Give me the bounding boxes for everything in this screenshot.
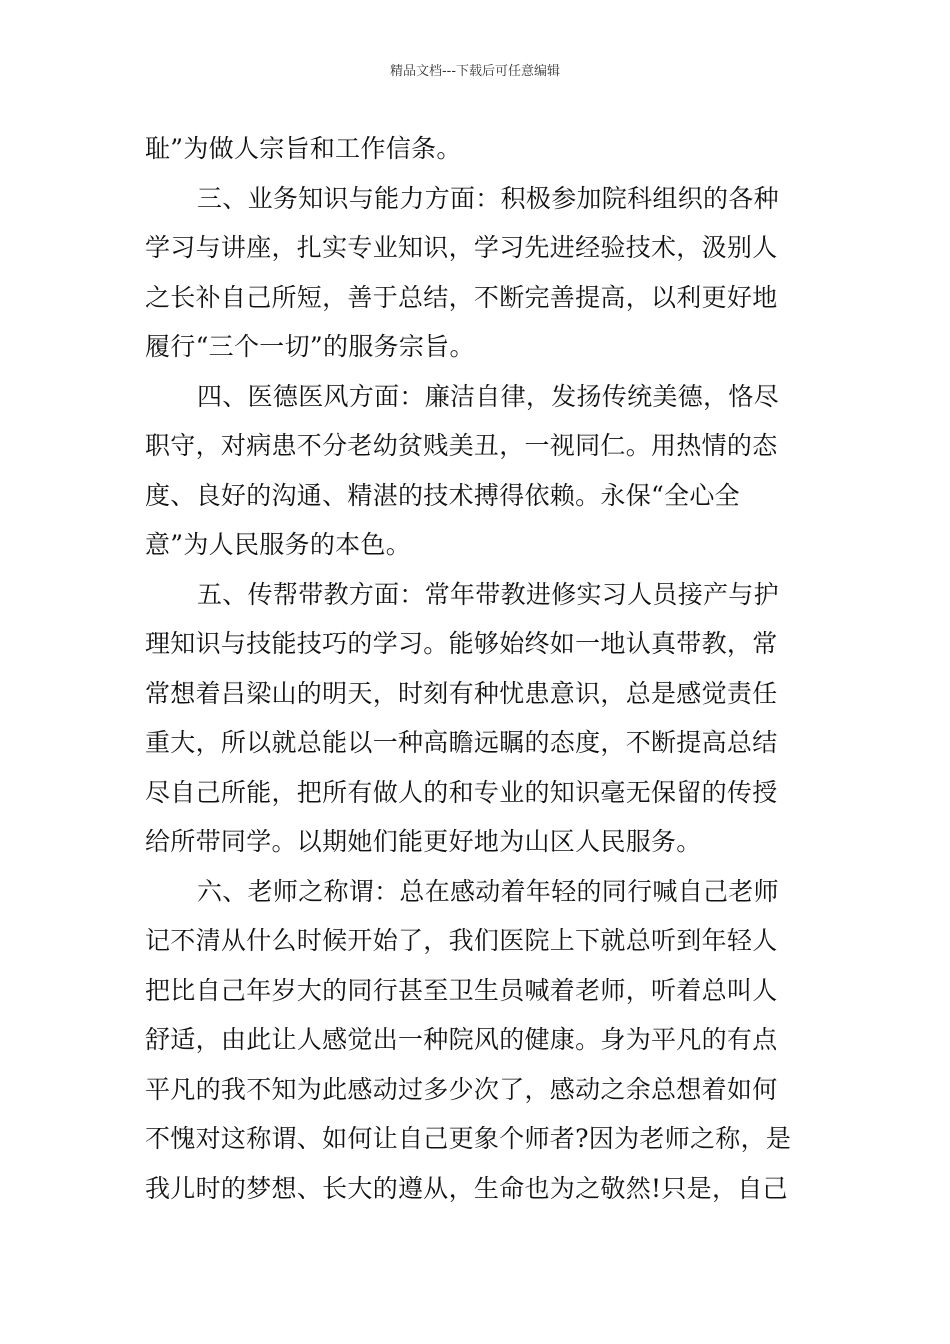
text-line: 度、良好的沟通、精湛的技术搏得依赖。永保“全心全 [145, 480, 740, 510]
text-line: 常想着吕梁山的明天，时刻有种忧患意识，总是感觉责任 [145, 678, 778, 708]
text-line: 把比自己年岁大的同行甚至卫生员喊着老师，听着总叫人 [145, 975, 778, 1005]
text-line: 尽自己所能，把所有做人的和专业的知识毫无保留的传授 [145, 777, 778, 807]
text-line: 五、传帮带教方面：常年带教进修实习人员接产与护 [197, 579, 779, 609]
text-line: 履行“三个一切”的服务宗旨。 [145, 332, 475, 361]
text-line: 我儿时的梦想、长大的遵从，生命也为之敬然!只是，自己 [145, 1173, 788, 1203]
text-line: 舒适，由此让人感觉出一种院风的健康。身为平凡的有点 [145, 1025, 778, 1054]
text-line: 不愧对这称谓、如何让自己更象个师者?因为老师之称，是 [145, 1124, 792, 1153]
text-line: 三、业务知识与能力方面：积极参加院科组织的各种 [197, 183, 779, 213]
text-line: 四、医德医风方面：廉洁自律，发扬传统美德，恪尽 [197, 381, 779, 411]
page-header: 精品文档---下载后可任意编辑 [389, 64, 561, 79]
text-line: 之长补自己所短，善于总结，不断完善提高，以利更好地 [145, 282, 778, 312]
text-line: 重大，所以就总能以一种高瞻远瞩的态度，不断提高总结 [145, 728, 778, 757]
text-line: 理知识与技能技巧的学习。能够始终如一地认真带教，常 [145, 629, 778, 658]
text-line: 六、老师之称谓：总在感动着年轻的同行喊自己老师 [197, 876, 779, 906]
text-line: 耻”为做人宗旨和工作信条。 [145, 134, 462, 163]
text-line: 职守，对病患不分老幼贫贱美丑，一视同仁。用热情的态 [145, 431, 778, 460]
text-line: 平凡的我不知为此感动过多少次了，感动之余总想着如何 [145, 1074, 778, 1104]
text-line: 意”为人民服务的本色。 [145, 530, 412, 559]
text-line: 学习与讲座，扎实专业知识，学习先进经验技术，汲别人 [145, 233, 778, 262]
document-body [145, 124, 807, 1213]
text-line: 给所带同学。以期她们能更好地为山区人民服务。 [145, 827, 702, 856]
text-line: 记不清从什么时候开始了，我们医院上下就总听到年轻人 [145, 926, 778, 955]
